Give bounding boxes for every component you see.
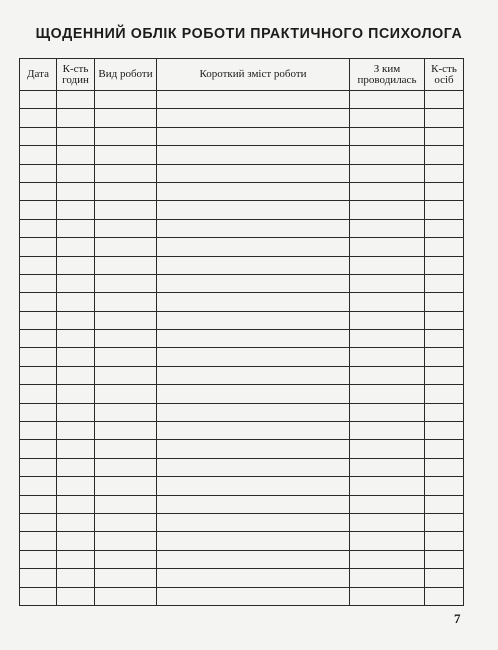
table-row — [20, 550, 464, 568]
cell-with-whom — [350, 146, 425, 164]
cell-persons — [425, 330, 464, 348]
cell-date — [20, 109, 57, 127]
cell-with-whom — [350, 91, 425, 109]
cell-hours — [57, 495, 95, 513]
cell-persons — [425, 348, 464, 366]
cell-persons — [425, 422, 464, 440]
cell-date — [20, 238, 57, 256]
cell-date — [20, 440, 57, 458]
cell-work-type — [95, 385, 157, 403]
cell-persons — [425, 495, 464, 513]
cell-persons — [425, 274, 464, 292]
column-header-with-whom: З ким проводилась — [350, 59, 425, 91]
cell-hours — [57, 201, 95, 219]
cell-work-type — [95, 293, 157, 311]
cell-summary — [157, 256, 350, 274]
table-row — [20, 109, 464, 127]
table-row — [20, 256, 464, 274]
cell-hours — [57, 458, 95, 476]
cell-persons — [425, 91, 464, 109]
cell-work-type — [95, 513, 157, 531]
table-row — [20, 274, 464, 292]
cell-hours — [57, 330, 95, 348]
cell-hours — [57, 127, 95, 145]
cell-persons — [425, 569, 464, 587]
cell-with-whom — [350, 495, 425, 513]
cell-work-type — [95, 182, 157, 200]
cell-summary — [157, 403, 350, 421]
cell-hours — [57, 311, 95, 329]
cell-hours — [57, 440, 95, 458]
cell-with-whom — [350, 274, 425, 292]
cell-summary — [157, 219, 350, 237]
cell-date — [20, 532, 57, 550]
cell-summary — [157, 293, 350, 311]
cell-work-type — [95, 569, 157, 587]
table-row — [20, 91, 464, 109]
cell-hours — [57, 109, 95, 127]
cell-work-type — [95, 403, 157, 421]
cell-with-whom — [350, 477, 425, 495]
cell-summary — [157, 330, 350, 348]
cell-with-whom — [350, 219, 425, 237]
cell-persons — [425, 293, 464, 311]
cell-summary — [157, 422, 350, 440]
cell-persons — [425, 219, 464, 237]
cell-work-type — [95, 587, 157, 605]
cell-work-type — [95, 440, 157, 458]
cell-hours — [57, 182, 95, 200]
cell-hours — [57, 238, 95, 256]
cell-date — [20, 201, 57, 219]
cell-persons — [425, 256, 464, 274]
cell-with-whom — [350, 366, 425, 384]
cell-summary — [157, 569, 350, 587]
cell-persons — [425, 477, 464, 495]
cell-hours — [57, 366, 95, 384]
cell-with-whom — [350, 587, 425, 605]
cell-with-whom — [350, 238, 425, 256]
cell-work-type — [95, 422, 157, 440]
cell-date — [20, 366, 57, 384]
cell-work-type — [95, 366, 157, 384]
table-row — [20, 422, 464, 440]
cell-date — [20, 127, 57, 145]
cell-persons — [425, 513, 464, 531]
cell-date — [20, 348, 57, 366]
cell-hours — [57, 164, 95, 182]
cell-with-whom — [350, 422, 425, 440]
cell-with-whom — [350, 164, 425, 182]
cell-with-whom — [350, 256, 425, 274]
log-table — [19, 58, 464, 606]
cell-work-type — [95, 458, 157, 476]
cell-with-whom — [350, 569, 425, 587]
cell-persons — [425, 366, 464, 384]
cell-date — [20, 256, 57, 274]
cell-hours — [57, 256, 95, 274]
cell-with-whom — [350, 550, 425, 568]
cell-with-whom — [350, 348, 425, 366]
column-header-date: Дата — [20, 59, 57, 91]
table-row — [20, 293, 464, 311]
cell-persons — [425, 550, 464, 568]
cell-date — [20, 293, 57, 311]
cell-hours — [57, 403, 95, 421]
cell-hours — [57, 550, 95, 568]
column-header-hours: К-сть годин — [57, 59, 95, 91]
cell-persons — [425, 587, 464, 605]
cell-summary — [157, 109, 350, 127]
cell-hours — [57, 274, 95, 292]
table-row — [20, 440, 464, 458]
cell-hours — [57, 146, 95, 164]
cell-work-type — [95, 274, 157, 292]
cell-summary — [157, 238, 350, 256]
cell-summary — [157, 440, 350, 458]
cell-date — [20, 422, 57, 440]
table-row — [20, 164, 464, 182]
table-row — [20, 127, 464, 145]
cell-persons — [425, 127, 464, 145]
cell-work-type — [95, 256, 157, 274]
cell-hours — [57, 348, 95, 366]
table-row — [20, 219, 464, 237]
cell-persons — [425, 532, 464, 550]
cell-date — [20, 182, 57, 200]
cell-hours — [57, 385, 95, 403]
column-header-persons: К-сть осіб — [425, 59, 464, 91]
cell-with-whom — [350, 458, 425, 476]
cell-with-whom — [350, 201, 425, 219]
cell-summary — [157, 164, 350, 182]
cell-persons — [425, 201, 464, 219]
table-row — [20, 532, 464, 550]
cell-with-whom — [350, 182, 425, 200]
cell-date — [20, 513, 57, 531]
cell-summary — [157, 91, 350, 109]
cell-date — [20, 495, 57, 513]
cell-summary — [157, 477, 350, 495]
page-title: ЩОДЕННИЙ ОБЛІК РОБОТИ ПРАКТИЧНОГО ПСИХОЛОГА — [35, 26, 463, 42]
table-row — [20, 311, 464, 329]
cell-summary — [157, 532, 350, 550]
cell-date — [20, 587, 57, 605]
cell-persons — [425, 403, 464, 421]
cell-hours — [57, 422, 95, 440]
cell-date — [20, 385, 57, 403]
cell-date — [20, 219, 57, 237]
cell-work-type — [95, 550, 157, 568]
cell-date — [20, 458, 57, 476]
cell-work-type — [95, 477, 157, 495]
table-row — [20, 146, 464, 164]
cell-hours — [57, 219, 95, 237]
cell-with-whom — [350, 127, 425, 145]
column-header-summary: Короткий зміст роботи — [157, 59, 350, 91]
table-row — [20, 348, 464, 366]
cell-summary — [157, 385, 350, 403]
cell-with-whom — [350, 440, 425, 458]
cell-summary — [157, 587, 350, 605]
cell-with-whom — [350, 109, 425, 127]
cell-persons — [425, 440, 464, 458]
table-row — [20, 569, 464, 587]
cell-with-whom — [350, 385, 425, 403]
table-row — [20, 201, 464, 219]
cell-persons — [425, 146, 464, 164]
cell-summary — [157, 550, 350, 568]
cell-hours — [57, 513, 95, 531]
table-row — [20, 330, 464, 348]
cell-with-whom — [350, 513, 425, 531]
cell-with-whom — [350, 311, 425, 329]
cell-persons — [425, 164, 464, 182]
cell-persons — [425, 458, 464, 476]
table-row — [20, 477, 464, 495]
cell-hours — [57, 91, 95, 109]
page-number: 7 — [454, 611, 461, 626]
cell-work-type — [95, 91, 157, 109]
cell-date — [20, 164, 57, 182]
cell-work-type — [95, 146, 157, 164]
cell-work-type — [95, 495, 157, 513]
cell-work-type — [95, 219, 157, 237]
cell-work-type — [95, 109, 157, 127]
cell-hours — [57, 477, 95, 495]
table-row — [20, 238, 464, 256]
header-row — [20, 59, 464, 91]
cell-persons — [425, 109, 464, 127]
cell-work-type — [95, 330, 157, 348]
cell-work-type — [95, 164, 157, 182]
cell-summary — [157, 182, 350, 200]
cell-work-type — [95, 311, 157, 329]
cell-with-whom — [350, 293, 425, 311]
cell-summary — [157, 127, 350, 145]
cell-summary — [157, 513, 350, 531]
cell-date — [20, 550, 57, 568]
cell-date — [20, 330, 57, 348]
table-row — [20, 587, 464, 605]
cell-persons — [425, 238, 464, 256]
cell-summary — [157, 311, 350, 329]
table-row — [20, 495, 464, 513]
cell-hours — [57, 569, 95, 587]
cell-work-type — [95, 348, 157, 366]
cell-date — [20, 403, 57, 421]
cell-hours — [57, 293, 95, 311]
cell-persons — [425, 311, 464, 329]
cell-hours — [57, 587, 95, 605]
cell-summary — [157, 366, 350, 384]
table-row — [20, 458, 464, 476]
cell-summary — [157, 274, 350, 292]
cell-work-type — [95, 127, 157, 145]
cell-work-type — [95, 238, 157, 256]
table-row — [20, 385, 464, 403]
cell-summary — [157, 495, 350, 513]
cell-summary — [157, 458, 350, 476]
cell-date — [20, 569, 57, 587]
cell-summary — [157, 146, 350, 164]
cell-date — [20, 311, 57, 329]
cell-work-type — [95, 532, 157, 550]
column-header-work-type: Вид роботи — [95, 59, 157, 91]
cell-summary — [157, 201, 350, 219]
cell-summary — [157, 348, 350, 366]
table-row — [20, 366, 464, 384]
cell-work-type — [95, 201, 157, 219]
cell-date — [20, 477, 57, 495]
cell-persons — [425, 182, 464, 200]
table-row — [20, 513, 464, 531]
cell-with-whom — [350, 330, 425, 348]
cell-hours — [57, 532, 95, 550]
log-table-body — [20, 91, 464, 606]
cell-with-whom — [350, 532, 425, 550]
cell-persons — [425, 385, 464, 403]
cell-with-whom — [350, 403, 425, 421]
table-row — [20, 182, 464, 200]
table-row — [20, 403, 464, 421]
cell-date — [20, 274, 57, 292]
cell-date — [20, 146, 57, 164]
cell-date — [20, 91, 57, 109]
